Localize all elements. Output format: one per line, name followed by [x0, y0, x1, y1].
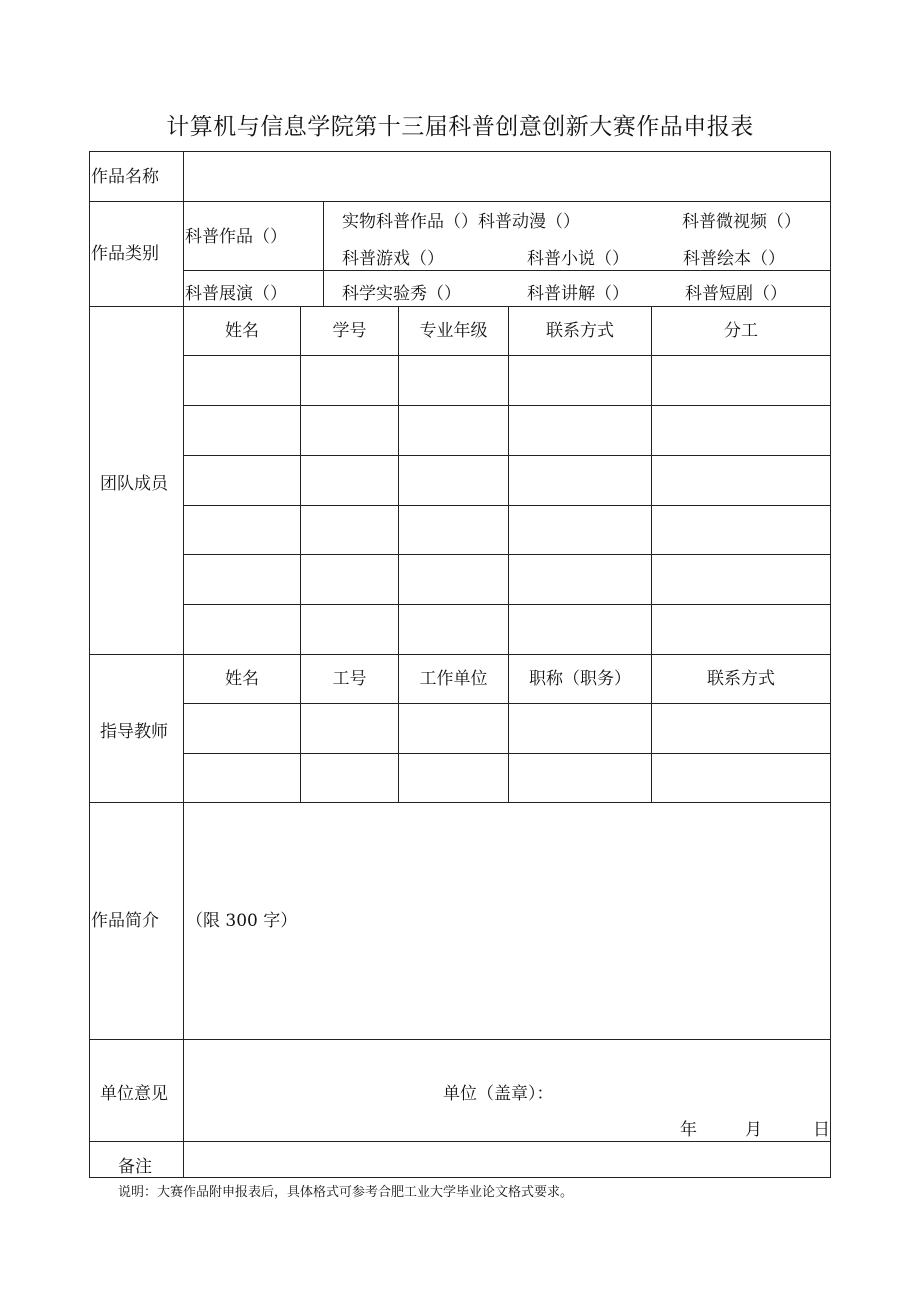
category-option[interactable]: 科普作品（）: [185, 227, 287, 247]
label-work-name: 作品名称: [91, 167, 159, 187]
row-divider: [183, 703, 831, 704]
advisor-header-title: 职称（职务）: [529, 669, 631, 689]
category-option[interactable]: 科普绘本（）: [683, 249, 785, 269]
row-divider: [183, 505, 831, 506]
category-option[interactable]: 科普游戏（）: [342, 249, 444, 269]
advisor-header-unit: 工作单位: [419, 669, 488, 689]
row-divider: [183, 355, 831, 356]
table-border-right: [830, 151, 831, 1178]
advisor-header-contact: 联系方式: [707, 669, 775, 689]
intro-hint: （限 300 字）: [186, 911, 298, 931]
column-divider: [300, 306, 301, 803]
table-border-left: [89, 151, 90, 1178]
intro-field[interactable]: [184, 803, 830, 1039]
row-divider: [183, 554, 831, 555]
column-divider: [508, 306, 509, 803]
row-divider: [183, 753, 831, 754]
row-divider: [89, 654, 831, 655]
row-divider: [89, 306, 831, 307]
column-divider: [651, 306, 652, 803]
category-divider: [323, 201, 324, 307]
date-year: 年: [680, 1120, 697, 1140]
category-option[interactable]: 科普小说（）: [527, 249, 629, 269]
category-option[interactable]: 科普微视频（）: [682, 212, 801, 232]
category-option[interactable]: 科普短剧（）: [685, 284, 787, 304]
team-header-role: 分工: [724, 321, 758, 341]
row-divider: [183, 604, 831, 605]
team-header-major: 专业年级: [419, 321, 488, 341]
remarks-field[interactable]: [184, 1142, 830, 1177]
row-divider: [89, 1039, 831, 1040]
column-divider: [398, 306, 399, 803]
category-option[interactable]: 科普展演（）: [185, 284, 287, 304]
label-category: 作品类别: [91, 244, 159, 264]
label-intro: 作品简介: [91, 911, 159, 931]
advisor-header-staff-id: 工号: [332, 669, 367, 689]
category-option[interactable]: 实物科普作品（）科普动漫（）: [342, 212, 580, 232]
label-advisor: 指导教师: [100, 722, 168, 742]
unit-seal-label: 单位（盖章）：: [443, 1084, 554, 1104]
team-header-name: 姓名: [225, 321, 259, 341]
row-divider: [89, 201, 831, 202]
advisor-header-name: 姓名: [225, 669, 259, 689]
work-name-field[interactable]: [184, 152, 830, 201]
label-remarks: 备注: [118, 1157, 152, 1177]
team-header-student-id: 学号: [332, 321, 367, 341]
category-option[interactable]: 科普讲解（）: [527, 284, 629, 304]
label-team: 团队成员: [100, 474, 168, 494]
category-option[interactable]: 科学实验秀（）: [342, 284, 461, 304]
date-day: 日: [813, 1120, 830, 1140]
row-divider: [183, 455, 831, 456]
row-divider: [183, 405, 831, 406]
date-month: 月: [745, 1120, 762, 1140]
form-title: 计算机与信息学院第十三届科普创意创新大赛作品申报表: [166, 114, 754, 140]
label-unit-opinion: 单位意见: [100, 1084, 168, 1104]
table-border-bottom: [89, 1177, 831, 1178]
footnote: 说明：大赛作品附申报表后，具体格式可参考合肥工业大学毕业论文格式要求。: [118, 1185, 574, 1200]
row-divider: [183, 270, 831, 271]
team-header-contact: 联系方式: [546, 321, 614, 341]
